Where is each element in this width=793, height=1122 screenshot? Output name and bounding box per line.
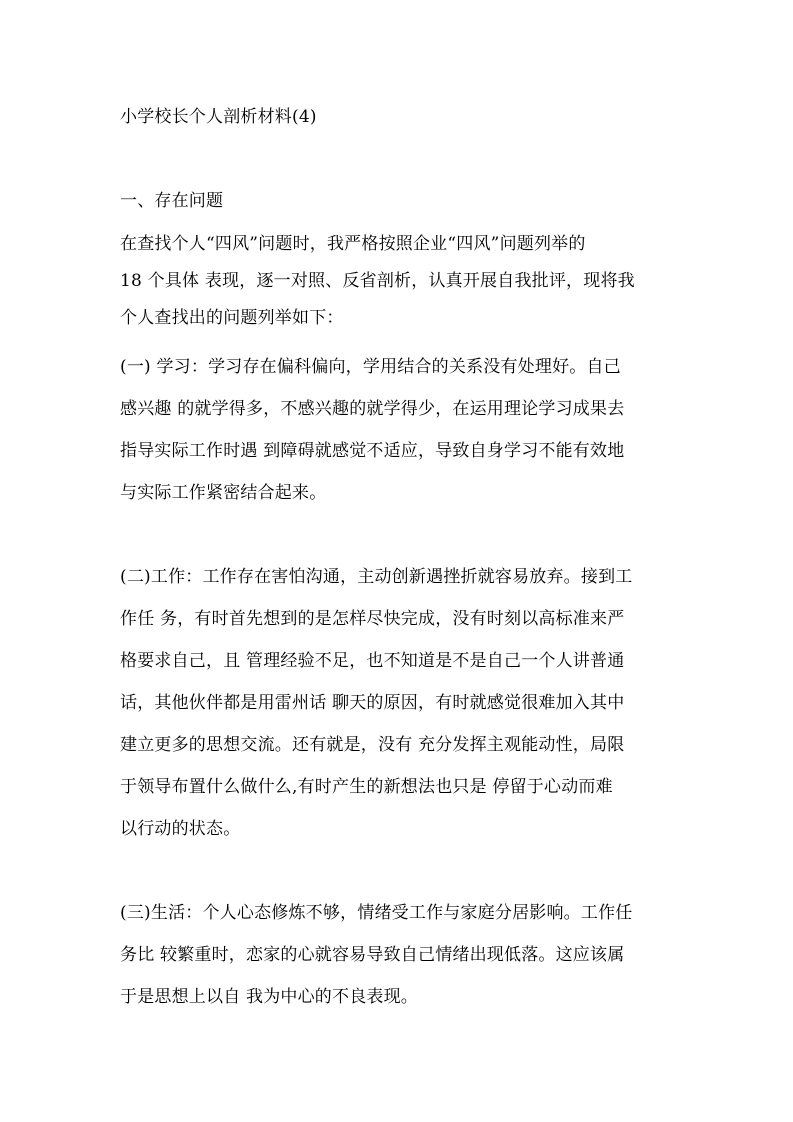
- study-line-2: 感兴趣 的就学得多，不感兴趣的就学得少，在运用理论学习成果去: [120, 399, 625, 419]
- work-line-7: 以行动的状态。: [120, 819, 241, 839]
- work-line-6: 于领导布置什么做什么,有时产生的新想法也只是 停留于心动而难: [120, 777, 613, 797]
- study-line-1: (一) 学习：学习存在偏科偏向，学用结合的关系没有处理好。自己: [120, 357, 621, 377]
- work-line-3: 格要求自己，且 管理经验不足，也不知道是不是自己一个人讲普通: [120, 651, 625, 671]
- document-title: 小学校长个人剖析材料(4): [120, 107, 317, 127]
- work-line-2: 作任 务，有时首先想到的是怎样尽快完成，没有时刻以高标准来严: [120, 609, 625, 629]
- intro-line-2: 18 个具体 表现，逐一对照、反省剖析，认真开展自我批评，现将我: [120, 271, 635, 291]
- study-line-3: 指导实际工作时遇 到障碍就感觉不适应，导致自身学习不能有效地: [120, 441, 625, 461]
- life-line-3: 于是思想上以自 我为中心的不良表现。: [120, 987, 419, 1007]
- section-heading: 一、存在问题: [120, 191, 224, 211]
- intro-line-3: 个人查找出的问题列举如下：: [120, 308, 344, 328]
- work-line-4: 话，其他伙伴都是用雷州话 聊天的原因，有时就感觉很难加入其中: [120, 693, 625, 713]
- life-line-2: 务比 较繁重时，恋家的心就容易导致自己情绪出现低落。这应该属: [120, 945, 625, 965]
- work-line-5: 建立更多的思想交流。还有就是，没有 充分发挥主观能动性，局限: [120, 735, 625, 755]
- study-line-4: 与实际工作紧密结合起来。: [120, 483, 327, 503]
- life-line-1: (三)生活：个人心态修炼不够，情绪受工作与家庭分居影响。工作任: [120, 903, 633, 923]
- work-line-1: (二)工作：工作存在害怕沟通，主动创新遇挫折就容易放弃。接到工: [120, 567, 633, 587]
- intro-line-1: 在查找个人“四风”问题时，我严格按照企业“四风”问题列举的: [120, 234, 586, 254]
